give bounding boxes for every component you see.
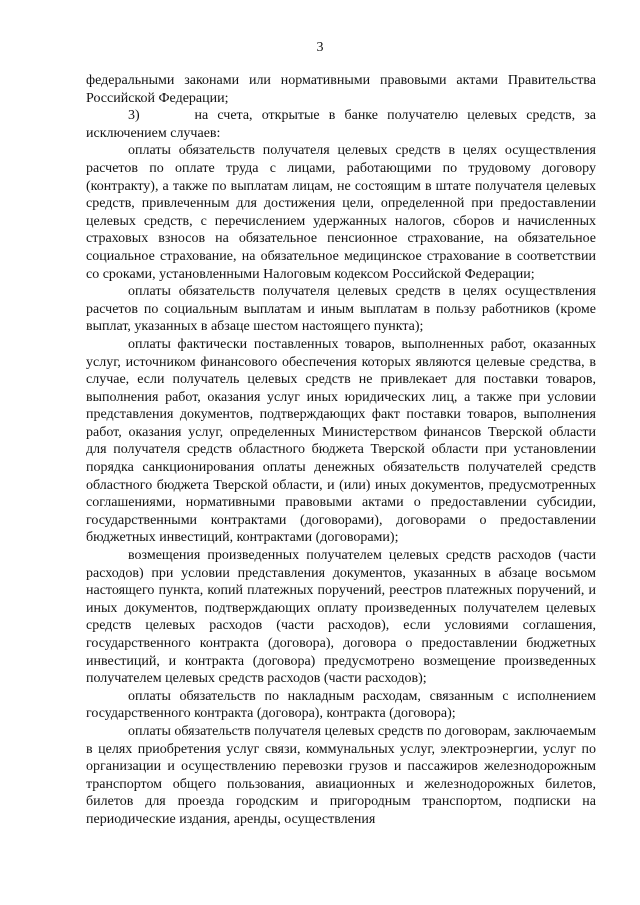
- paragraph-continuation: федеральными законами или нормативными правовыми актами Правительства Российской Федерации;: [86, 73, 596, 106]
- paragraph-reimbursement: возмещения произведенных получателем целевых средств расходов (части расходов) при условии представления документов, указанных в абзаце восьмом настоящего пункта, копий платежных поручений, реестров платежных поручений, и иных документов, подтверждающих оплату произведенных получателем целевых средств целевых расходов (части расходов), если условиями соглашения, государственного контракта (договора), договора о предоставлении бюджетных инвестиций, и контракта (договора) предусмотрено возмещение произведенных получателем целевых средств расходов (части расходов);: [86, 548, 596, 687]
- paragraph-item-3: 3) на счета, открытые в банке получателю целевых средств, за исключением случаев:: [86, 108, 596, 141]
- document-body: [86, 72, 596, 829]
- paragraph-overhead: оплаты обязательств по накладным расходам, связанным с исполнением государственного контракта (договора), контракта (договора);: [86, 688, 596, 722]
- page-number: 3: [316, 40, 324, 55]
- paragraph-labor-payments: оплаты обязательств получателя целевых средств в целях осуществления расчетов по оплате труда с лицами, работающими по трудовому договору (контракту), а также по выплатам лицам, не состоящим в штате получателя целевых средств, привлеченным для достижения цели, определенной при предоставлении целевых средств, с перечислением удержанных налогов, сборов и начисленных страховых взносов на обязательное пенсионное страхование, на обязательное социальное страхование, на обязательное медицинское страхование в соответствии со сроками, установленными Налоговым кодексом Российской Федерации;: [86, 143, 596, 282]
- paragraph-services-contracts: оплаты обязательств получателя целевых средств по договорам, заключаемым в целях приобретения услуг связи, коммунальных услуг, электроэнергии, услуг по организации и осуществлению перевозки грузов и пассажиров железнодорожным транспортом общего пользования, авиационных и железнодорожных билетов, билетов для проезда городским и пригородным транспортом, подписки на периодические издания, аренды, осуществления: [86, 723, 596, 827]
- paragraph-social-payments: оплаты обязательств получателя целевых средств в целях осуществления расчетов по социальным выплатам и иным выплатам в пользу работников (кроме выплат, указанных в абзаце шестом настоящего пункта);: [86, 284, 596, 335]
- paragraph-goods-payments: оплаты фактически поставленных товаров, выполненных работ, оказанных услуг, источником финансового обеспечения которых являются целевые средства, в случае, если получатель целевых средств не привлекает для поставки товаров, выполнения работ, оказания услуг иных юридических лиц, а также при условии представления документов, подтверждающих факт поставки товаров, выполнения работ, оказания услуг, определенных Министерством финансов Тверской области для получателя средств областного бюджета Тверской области при установлении порядка санкционирования оплаты денежных обязательств получателей средств областного бюджета Тверской области, и (или) иных документов, предусмотренных соглашениями, нормативными правовыми актами о предоставлении субсидии, государственными контрактами (договорами), договорами о предоставлении бюджетных инвестиций, контрактами (договорами);: [86, 336, 596, 546]
